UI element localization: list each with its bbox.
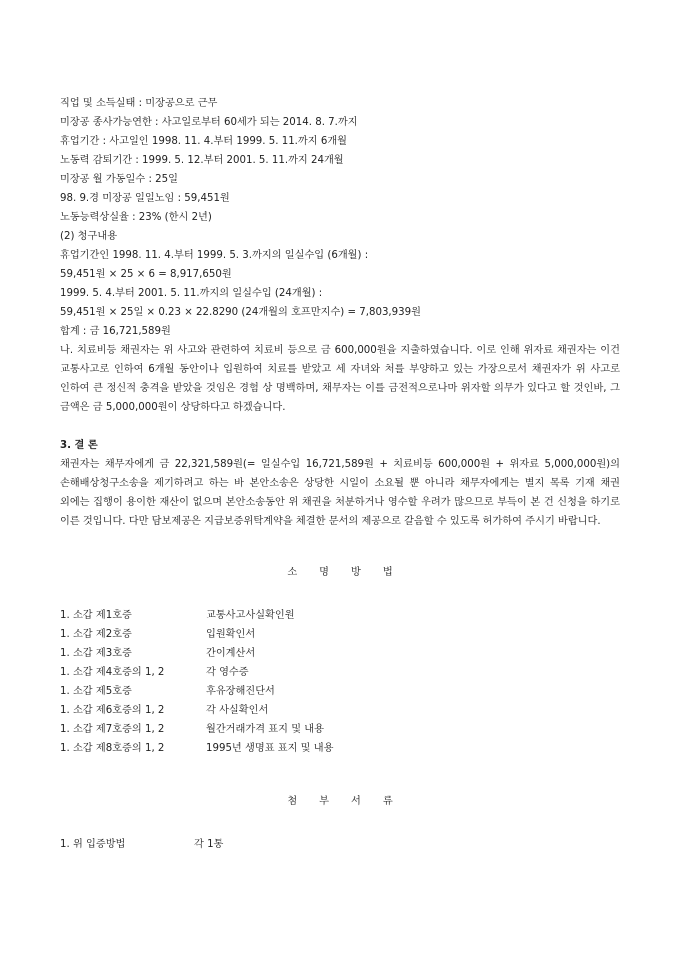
daily-wage-line: 98. 9.경 미장공 일일노임 : 59,451원	[60, 193, 230, 204]
list-item	[60, 701, 620, 720]
list-item	[60, 682, 620, 701]
total-line: 합계 : 금 16,721,589원	[60, 326, 171, 337]
list-item	[60, 625, 620, 644]
attachments-section	[60, 792, 620, 854]
list-item	[60, 739, 620, 758]
evidence-description: 간이계산서	[206, 648, 256, 659]
facts-section	[60, 94, 620, 417]
attachment-name: 1. 위 입증방법	[60, 839, 126, 850]
capacity-loss-period-line: 노동력 감퇴기간 : 1999. 5. 12.부터 2001. 5. 11.까지 24개월	[60, 155, 344, 166]
capacity-loss-rate-line: 노동능력상실율 : 23% (한시 2년)	[60, 212, 212, 223]
evidence-number: 1. 소갑 제7호증의 1, 2	[60, 724, 165, 735]
evidence-number: 1. 소갑 제3호증	[60, 648, 132, 659]
claim-subheading: (2) 청구내용	[60, 231, 118, 242]
evidence-number: 1. 소갑 제6호증의 1, 2	[60, 705, 165, 716]
later-income-line: 1999. 5. 4.부터 2001. 5. 11.까지의 일실수입 (24개월) :	[60, 288, 323, 299]
later-income-formula: 59,451원 × 25일 × 0.23 × 22.8290 (24개월의 호프만지수) = 7,803,939원	[60, 307, 421, 318]
monthly-workdays-line: 미장공 월 가동일수 : 25일	[60, 174, 178, 185]
evidence-number: 1. 소갑 제8호증의 1, 2	[60, 743, 165, 754]
evidence-description: 입원확인서	[206, 629, 256, 640]
list-item	[60, 835, 620, 854]
list-item	[60, 663, 620, 682]
evidence-description: 후유장해진단서	[206, 686, 275, 697]
leave-income-formula: 59,451원 × 25 × 6 = 8,917,650원	[60, 269, 232, 280]
conclusion-paragraph: 채권자는 채무자에게 금 22,321,589원(= 일실수입 16,721,589원 + 치료비등 600,000원 + 위자료 5,000,000원)의 손해배상청구소송을 제기하려고 하는 바 본안소송은 상당한 시일이 소요될 뿐 아니라 채무자에게는 별지 목록 기재 채권 외에는 집행이 용이한 재산이 없으며 본안소송동안 위 채권을 처분하거나 영수할 우려가 많으므로 부득이 본 건 신청을 하기로 이른 것입니다. 다만 담보제공은 지급보증위탁계약을 체결한 문서의 제공으로 갈음할 수 있도록 허가하여 주시기 바랍니다.	[60, 459, 620, 527]
evidence-description: 월간거래가격 표지 및 내용	[206, 724, 324, 735]
list-item	[60, 606, 620, 625]
evidence-description: 1995년 생명표 표지 및 내용	[206, 743, 334, 754]
evidence-number: 1. 소갑 제2호증	[60, 629, 132, 640]
list-item	[60, 644, 620, 663]
leave-income-line: 휴업기간인 1998. 11. 4.부터 1999. 5. 3.까지의 일실수입 (6개월) :	[60, 250, 369, 261]
evidence-description: 각 사실확인서	[206, 705, 269, 716]
evidence-number: 1. 소갑 제5호증	[60, 686, 132, 697]
evidence-number: 1. 소갑 제4호증의 1, 2	[60, 667, 165, 678]
conclusion-section	[60, 436, 620, 531]
occupation-line: 직업 및 소득실태 : 미장공으로 근무	[60, 98, 218, 109]
evidence-title: 소명방법	[287, 567, 415, 578]
evidence-number: 1. 소갑 제1호증	[60, 610, 132, 621]
evidence-section	[60, 563, 620, 758]
treatment-consolation-paragraph: 나. 치료비등 채권자는 위 사고와 관련하여 치료비 등으로 금 600,000원을 지출하였습니다. 이로 인해 위자료 채권자는 이건 교통사고로 인하여 6개월 동안이나 입원하여 치료를 받았고 세 자녀와 처를 부양하고 있는 가장으로서 채권자가 위 사고로 인하여 큰 정신적 충격을 받았을 것임은 경험 상 명백하며, 채무자는 이를 금전적으로나마 위자할 의무가 있다고 할 것인바, 그 금액은 금 5,000,000원이 상당하다고 하겠습니다.	[60, 345, 620, 413]
leave-period-line: 휴업기간 : 사고일인 1998. 11. 4.부터 1999. 5. 11.까지 6개월	[60, 136, 348, 147]
attachments-title: 첨부서류	[287, 796, 415, 807]
conclusion-heading: 3. 결 론	[60, 440, 98, 451]
working-age-line: 미장공 종사가능연한 : 사고일로부터 60세가 되는 2014. 8. 7.까지	[60, 117, 358, 128]
attachment-count: 각 1통	[194, 839, 224, 850]
evidence-description: 각 영수증	[206, 667, 249, 678]
evidence-description: 교통사고사실확인원	[206, 610, 295, 621]
list-item	[60, 720, 620, 739]
